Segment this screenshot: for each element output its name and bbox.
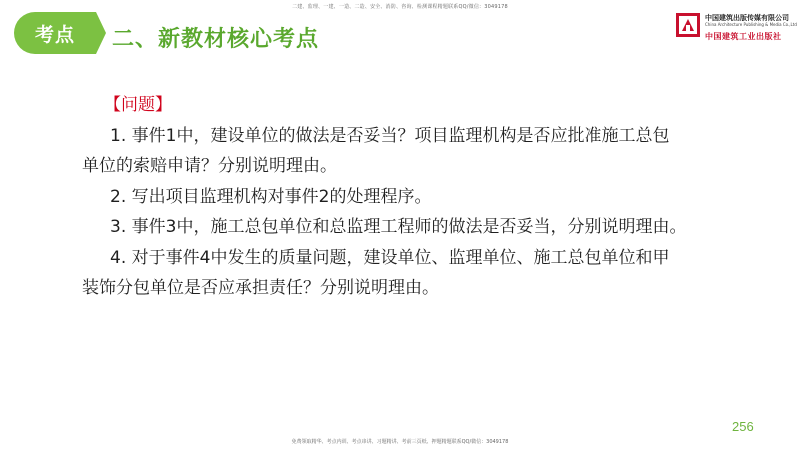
publisher-logo-icon <box>675 12 701 38</box>
bottom-watermark: 免费领取精华、考点内训、考点串讲、习题精讲、考前三页纸、押题精题联系QQ/微信：3049178 <box>291 439 509 445</box>
question-3-line-1: 3. 事件3中，施工总包单位和总监理工程师的做法是否妥当，分别说明理由。 <box>110 217 687 237</box>
top-watermark: 二建、监理、一建、一造、二造、安全、消防、咨询、检测课程精题联系QQ/微信：3049178 <box>292 4 508 10</box>
question-1-line-1: 1. 事件1中，建设单位的做法是否妥当？项目监理机构是否应批准施工总包 <box>110 125 670 146</box>
topic-badge <box>14 12 96 54</box>
publisher-logo <box>675 10 797 46</box>
question-4 <box>82 243 764 304</box>
logo-script-name: 中国建筑工业出版社 <box>705 31 782 41</box>
question-4-line-2: 装饰分包单位是否应承担责任？分别说明理由。 <box>82 278 439 298</box>
section-title: 二、新教材核心考点 <box>112 27 320 52</box>
badge-label: 考点 <box>34 23 75 46</box>
question-2 <box>104 182 764 213</box>
question-1 <box>82 121 764 182</box>
logo-en-name: China Architecture Publishing & Media Co.,Ltd <box>705 22 797 27</box>
question-2-line-1: 2. 写出项目监理机构对事件2的处理程序。 <box>110 186 432 207</box>
question-heading: 【问题】 <box>104 95 172 115</box>
question-content <box>82 90 764 304</box>
logo-cn-name: 中国建筑出版传媒有限公司 <box>705 14 789 22</box>
question-4-line-1: 4. 对于事件4中发生的质量问题，建设单位、监理单位、施工总包单位和甲 <box>110 247 670 268</box>
page-number: 256 <box>732 419 754 434</box>
question-1-line-2: 单位的索赔申请？分别说明理由。 <box>82 156 337 176</box>
question-3 <box>104 212 764 243</box>
